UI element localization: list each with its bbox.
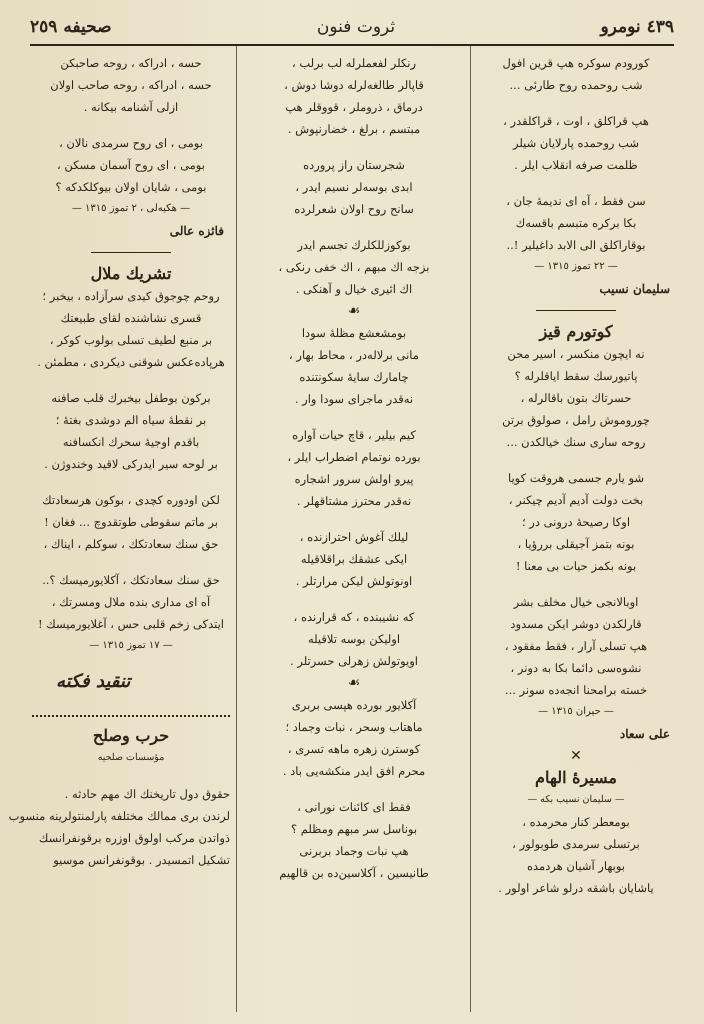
verse-line: اويوتولش زهرلى حسرتلر .	[290, 654, 418, 668]
stanza	[32, 285, 230, 373]
verse-line: بكا بركره متبسم باقسه‌ك	[515, 216, 637, 230]
stanza	[32, 569, 230, 635]
verse-line: ازلى آشنامه بيكانه .	[83, 100, 179, 114]
verse-line: ابدى بوسه‌لر نسيم ايدر ،	[295, 180, 413, 194]
verse-line: طانيسين ، آكلاسين‌ده بن قالهيم	[279, 866, 429, 880]
verse-line: كورودم سوكره هپ قرين افول	[502, 56, 650, 70]
stanza	[476, 811, 676, 899]
verse-line: مانى برلاله‌در ، محاط بهار ،	[289, 348, 419, 362]
stanza	[244, 526, 464, 592]
verse-line: بزجه اك مبهم ، اك خفى رنكى ،	[278, 260, 430, 274]
stanza	[32, 132, 230, 198]
verse-line: بر لوحه سير ايدركى لاقيد وخندوژن .	[44, 457, 218, 471]
verse-line: اونوتولش ليكن مرارتلر .	[295, 574, 413, 588]
verse-line: بوبهار آشيان هردمده	[526, 859, 625, 873]
verse-line: بورده نوتمام اضطراب ايلر ،	[287, 450, 421, 464]
verse-line: بومعطر كنار محرمده ،	[522, 815, 630, 829]
verse-line: چامارك سايهٔ سكونتنده	[299, 370, 409, 384]
verse-line: نشوه‌سى دائما بكا به دونر ،	[510, 661, 642, 675]
verse-line: ظلمت صرفه انقلاب ايلر .	[514, 158, 638, 172]
stanza	[476, 343, 676, 453]
section-divider	[32, 715, 230, 717]
verse-line: بوناسل سر مبهم ومظلم ؟	[290, 822, 418, 836]
verse-line: بومى ، اى روح آسمان مسكن ،	[57, 158, 205, 172]
verse-line: سن فقط ، آه اى نديمهٔ جان ،	[506, 194, 646, 208]
prose-line: لرندن برى ممالك مختلفه پارلمنتولرينه منسوب	[8, 809, 230, 823]
stanza	[476, 110, 676, 176]
verse-line: روحم چوجوق كيدى سرآزاده ، بيخبر ؛	[42, 289, 220, 303]
poem-title: تشريك ملال	[90, 264, 172, 283]
verse-line: برتسلى سرمدى طوبولور ،	[512, 837, 640, 851]
verse-line: بوقاراكلق الى الابد داغيلير !..	[506, 238, 646, 252]
author-signature: على سعاد	[619, 727, 670, 741]
divider	[536, 310, 616, 311]
poem-title: كوتورم قيز	[539, 322, 613, 341]
verse-line: قاپالر طالغه‌لرله دوشا دوش ،	[284, 78, 424, 92]
verse-line: كوسترن زهره ماهه تسرى ،	[287, 742, 421, 756]
verse-line: پيرو اولش سرور اشجاره	[294, 472, 414, 486]
verse-line: هرپاده‌عكس شوقنى ديكردى ، مطمئن .	[37, 355, 225, 369]
author-signature: فائزه عالى	[169, 224, 224, 238]
stanza	[244, 234, 464, 300]
issue-number: ٤٣٩ نومرو	[600, 17, 674, 37]
poem-date: — ١٧ تموز ١٣١٥ —	[89, 640, 173, 651]
right-column	[476, 52, 676, 899]
verse-line: بومى ، شايان اولان بيوكلكدكه ؟	[55, 180, 207, 194]
verse-line: بومشعشع مظلهٔ سودا	[301, 326, 407, 340]
verse-line: خسته برامحنا انجه‌ده سونر ...	[504, 683, 648, 697]
stanza	[32, 387, 230, 475]
verse-line: هپ تسلى آرار ، فقط مفقود ،	[504, 639, 648, 653]
poem-date: — حيران ١٣١٥ —	[538, 706, 614, 717]
verse-line: كه نشيبنده ، كه قرارنده ،	[293, 610, 415, 624]
verse-line: ايكى عشقك براقلاقيله	[300, 552, 408, 566]
journal-title: ثروت فنون	[316, 17, 396, 37]
article-body	[8, 783, 230, 871]
divider	[91, 252, 171, 253]
poem-date: — ٢٢ تموز ١٣١٥ —	[534, 261, 618, 272]
verse-line: نه‌قدر ماجراى سودا وار .	[294, 392, 414, 406]
verse-line: شو يارم جسمى هروقت كويا	[507, 471, 645, 485]
prose-line: ذواتدن مركب اولوق اوزره برقونفرانسك	[38, 831, 230, 845]
article-subtitle: مؤسسات صلحيه	[97, 752, 165, 763]
stanza	[32, 52, 230, 118]
verse-line: آكلايور بورده هپسى بربرى	[291, 698, 417, 712]
verse-line: بونه بكمز حيات بى معنا !	[515, 559, 637, 573]
stanza	[476, 591, 676, 701]
verse-line: كيم بيلير ، قاچ حيات آواره	[292, 428, 416, 442]
ornament-icon: ☙	[347, 303, 361, 319]
verse-line: بر ماتم سقوطى طوتقدوچ ... فغان !	[44, 515, 218, 529]
prose-line: حقوق دول تاريخنك اك مهم حادثه‌ .	[64, 787, 230, 801]
verse-line: بومى ، اى روح سرمدى نالان ،	[59, 136, 203, 150]
verse-line: مبتسم ، برلغ ، خضارنپوش .	[287, 122, 421, 136]
section-heading: تنقيد فكته	[56, 671, 131, 692]
poem-title: مسيرهٔ الهام	[535, 768, 617, 787]
column-divider	[236, 46, 237, 1012]
prose-line: تشكيل اتمسيدر . بوقونفرانس موسيو	[53, 853, 230, 867]
verse-line: نه‌قدر محترز مشتاقهلر .	[296, 494, 412, 508]
header-rule	[30, 44, 674, 46]
verse-line: ماهتاب وسحر ، نبات وجماد ؛	[285, 720, 423, 734]
middle-column	[244, 52, 464, 884]
stanza	[32, 489, 230, 555]
verse-line: لكن اودوره كچدى ، بوكون هرسعادتك	[42, 493, 220, 507]
verse-line: بونه بتمز آجيقلى بررؤيا ،	[517, 537, 635, 551]
verse-line: اك اثيرى خيال و آهنكى .	[295, 282, 413, 296]
stanza	[476, 190, 676, 256]
verse-line: اوكا رصيحهٔ درونى در ؛	[521, 515, 631, 529]
verse-line: محرم افق ايدر منكشه‌يى باد .	[282, 764, 426, 778]
verse-line: چوروموش رامل ، صولوق برتن	[502, 413, 650, 427]
ornament-icon: ☙	[347, 675, 361, 691]
verse-line: ياشايان باشقه درلو شاعر اولور .	[498, 881, 654, 895]
verse-line: بر نقطهٔ سياه الم دوشدى بغتهٔ ؛	[55, 413, 207, 427]
author-signature: سليمان نسيب	[599, 282, 670, 296]
stanza	[244, 322, 464, 410]
verse-line: حسه ، ادراكه ، روحه صاحبكن	[60, 56, 202, 70]
verse-line: بخت دولت آديم آديم چيكنر ،	[508, 493, 644, 507]
page-number: صحيفه ٢٥٩	[30, 17, 112, 37]
verse-line: درماق ، ذروملر ، قووقلر هپ	[285, 100, 423, 114]
verse-line: حسه ، ادراكه ، روحه صاحب اولان	[50, 78, 212, 92]
verse-line: آه اى مدارى بنده ملال ومسرتك ،	[51, 595, 211, 609]
verse-line: روحه سارى سنك خيالكدن ...	[506, 435, 646, 449]
verse-line: پاتيورسك سقط اياقلرله ؟	[514, 369, 638, 383]
stanza	[476, 467, 676, 577]
verse-line: قسرى نشاشنده لقاى طبيعتك	[60, 311, 202, 325]
verse-line: حق سنك سعادتكك ، سوكلم ، ايناك ،	[43, 537, 219, 551]
stanza	[244, 424, 464, 512]
stanza	[244, 796, 464, 884]
verse-line: بر منبع لطيف تسلى بولوب كوكر ،	[49, 333, 213, 347]
ornament-icon: ✕	[570, 748, 582, 764]
verse-line: قارلكدن دوشر ايكن مسدود	[510, 617, 642, 631]
verse-line: نه ايچون منكسر ، اسير محن	[507, 347, 645, 361]
verse-line: شجرستان راز پرورده	[303, 158, 405, 172]
verse-line: فقط اى كائنات نورانى ،	[297, 800, 411, 814]
stanza	[244, 154, 464, 220]
verse-line: ايتدكى زخم قلبى حس ، آغلايورميسك !	[37, 617, 225, 631]
stanza	[244, 52, 464, 140]
verse-line: بوكوزللكلرك تجسم ايدر	[297, 238, 411, 252]
article-title: حرب وصلح	[92, 726, 170, 745]
verse-line: حسرتاك بتون باقالرله ،	[520, 391, 632, 405]
verse-line: رنكلر لفعملرله لب برلب ،	[291, 56, 417, 70]
page-header	[30, 14, 674, 40]
stanza	[244, 606, 464, 672]
poem-date: — هكيه‌لى ، ٢ تموز ١٣١٥ —	[71, 203, 191, 214]
verse-line: هپ نبات وجماد بربرنى	[299, 844, 409, 858]
left-column	[8, 52, 230, 871]
verse-line: شب روحمده پارلايان شيلر	[512, 136, 640, 150]
dedication: — سليمان نسيب بكه —	[527, 794, 625, 805]
column-divider	[470, 46, 471, 1012]
verse-line: اوبالانجى خيال مخلف بشر	[513, 595, 639, 609]
verse-line: سانح روح اولان شعرلرده	[294, 202, 414, 216]
stanza	[476, 52, 676, 96]
verse-line: ليلك آغوش احترازنده ،	[299, 530, 409, 544]
verse-line: اوليكن بوسه تلاقيله	[307, 632, 401, 646]
verse-line: هپ قراكلق ، اوت ، قراكلقدر ،	[503, 114, 649, 128]
verse-line: شب روحمده روح طارئى ...	[509, 78, 643, 92]
verse-line: باقدم اوجيهٔ سحرك انكسافنه	[62, 435, 200, 449]
stanza	[244, 694, 464, 782]
verse-line: حق سنك سعادتكك ، آكلايورميسك ؟..	[42, 573, 220, 587]
verse-line: بركون بوطفل بيخبرك قلب صافنه	[51, 391, 211, 405]
